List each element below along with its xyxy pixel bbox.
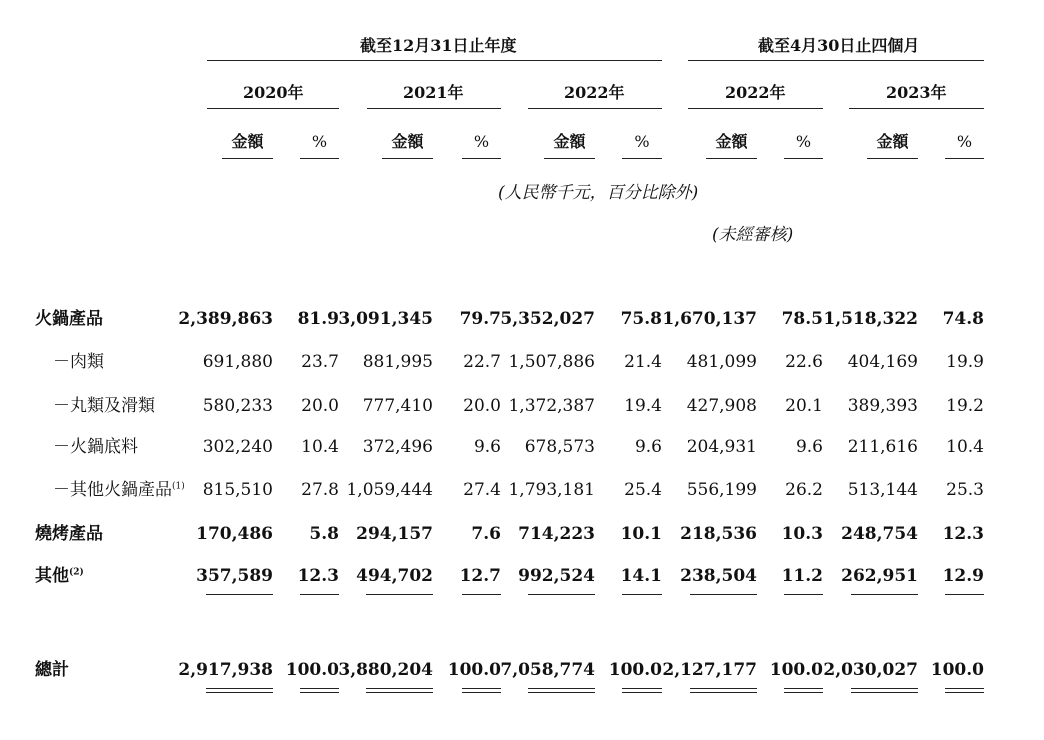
percent-cell: 27.4 xyxy=(463,480,501,500)
total-amount-cell: 2,127,177 xyxy=(662,660,757,680)
percent-cell: 10.1 xyxy=(620,524,662,544)
percent-cell: 75.8 xyxy=(620,309,662,329)
row-label-text: 其他 xyxy=(35,566,69,586)
percent-cell: 21.4 xyxy=(624,352,662,372)
amount-header-rule xyxy=(706,158,757,159)
amount-header: 金額 xyxy=(876,132,909,151)
subtotal-rule xyxy=(784,594,823,595)
row-label xyxy=(53,398,155,415)
percent-header: % xyxy=(956,132,973,151)
subtotal-rule xyxy=(690,594,757,595)
total-double-rule xyxy=(462,688,501,693)
total-amount-cell: 2,030,027 xyxy=(823,660,918,680)
amount-cell: 556,199 xyxy=(686,480,757,500)
amount-cell: 248,754 xyxy=(841,524,918,544)
subtotal-rule xyxy=(945,594,984,595)
row-label-text: －肉類 xyxy=(53,352,104,372)
period-header-year: 截至12月31日止年度 xyxy=(360,36,517,55)
percent-header-rule xyxy=(462,158,501,159)
percent-cell: 20.0 xyxy=(463,396,501,416)
percent-cell: 12.3 xyxy=(297,566,339,586)
total-double-rule xyxy=(784,688,823,693)
percent-header-rule xyxy=(300,158,339,159)
year-header: 2022年 xyxy=(725,83,786,102)
total-percent-cell: 100.0 xyxy=(285,660,339,680)
row-label xyxy=(53,439,138,456)
percent-header: % xyxy=(473,132,490,151)
row-label xyxy=(35,568,84,585)
amount-header-rule xyxy=(544,158,595,159)
amount-cell: 389,393 xyxy=(847,396,918,416)
amount-cell: 691,880 xyxy=(202,352,273,372)
footnote-marker: (1) xyxy=(172,481,185,492)
percent-cell: 19.9 xyxy=(946,352,984,372)
percent-cell: 10.3 xyxy=(781,524,823,544)
percent-cell: 25.3 xyxy=(946,480,984,500)
amount-cell: 1,059,444 xyxy=(346,480,433,500)
percent-cell: 22.6 xyxy=(785,352,823,372)
percent-header-rule xyxy=(945,158,984,159)
percent-cell: 20.0 xyxy=(301,396,339,416)
amount-header-rule xyxy=(382,158,433,159)
percent-cell: 26.2 xyxy=(785,480,823,500)
percent-cell: 19.4 xyxy=(624,396,662,416)
percent-cell: 81.9 xyxy=(297,309,339,329)
amount-cell: 580,233 xyxy=(202,396,273,416)
period-header-four-months: 截至4月30日止四個月 xyxy=(758,36,920,55)
total-amount-cell: 7,058,774 xyxy=(500,660,595,680)
amount-cell: 1,372,387 xyxy=(508,396,595,416)
amount-cell: 881,995 xyxy=(362,352,433,372)
total-label: 總計 xyxy=(35,660,69,680)
amount-cell: 294,157 xyxy=(356,524,433,544)
amount-cell: 302,240 xyxy=(202,437,273,457)
year-header: 2020年 xyxy=(243,83,304,102)
amount-header-rule xyxy=(222,158,273,159)
subtotal-rule xyxy=(528,594,595,595)
amount-cell: 427,908 xyxy=(686,396,757,416)
total-double-rule xyxy=(851,688,918,693)
percent-header-rule xyxy=(622,158,662,159)
amount-cell: 204,931 xyxy=(686,437,757,457)
total-percent-cell: 100.0 xyxy=(769,660,823,680)
amount-cell: 494,702 xyxy=(356,566,433,586)
percent-cell: 79.7 xyxy=(459,309,501,329)
percent-cell: 20.1 xyxy=(785,396,823,416)
row-label xyxy=(35,311,103,328)
subtotal-rule xyxy=(462,594,501,595)
year-rule xyxy=(367,108,501,109)
year-header: 2022年 xyxy=(564,83,625,102)
total-amount-cell: 2,917,938 xyxy=(178,660,273,680)
year-header: 2021年 xyxy=(403,83,464,102)
total-double-rule xyxy=(366,688,433,693)
row-label-text: －火鍋底料 xyxy=(53,437,138,457)
subtotal-rule xyxy=(300,594,339,595)
period-rule-four-months xyxy=(688,60,984,61)
row-label-text: －丸類及滑類 xyxy=(53,396,155,416)
subtotal-rule xyxy=(622,594,662,595)
total-percent-cell: 100.0 xyxy=(930,660,984,680)
period-rule-year xyxy=(207,60,662,61)
amount-cell: 992,524 xyxy=(518,566,595,586)
percent-cell: 12.7 xyxy=(459,566,501,586)
footnote-marker: (2) xyxy=(69,567,84,578)
percent-cell: 12.3 xyxy=(942,524,984,544)
amount-cell: 2,389,863 xyxy=(178,309,273,329)
percent-header-rule xyxy=(784,158,823,159)
percent-cell: 12.9 xyxy=(942,566,984,586)
percent-cell: 14.1 xyxy=(620,566,662,586)
percent-cell: 9.6 xyxy=(795,437,823,457)
subtotal-rule xyxy=(851,594,918,595)
amount-cell: 1,518,322 xyxy=(823,309,918,329)
total-double-rule xyxy=(206,688,273,693)
total-amount-cell: 3,880,204 xyxy=(338,660,433,680)
row-label xyxy=(53,354,104,371)
percent-cell: 11.2 xyxy=(781,566,823,586)
percent-cell: 7.6 xyxy=(471,524,501,544)
row-label-text: －其他火鍋產品 xyxy=(53,480,172,500)
percent-cell: 25.4 xyxy=(624,480,662,500)
amount-header: 金額 xyxy=(391,132,424,151)
amount-cell: 3,091,345 xyxy=(338,309,433,329)
percent-cell: 27.8 xyxy=(301,480,339,500)
year-rule xyxy=(849,108,984,109)
year-header: 2023年 xyxy=(886,83,947,102)
amount-cell: 1,793,181 xyxy=(508,480,595,500)
total-double-rule xyxy=(945,688,984,693)
amount-cell: 404,169 xyxy=(847,352,918,372)
percent-header: % xyxy=(634,132,650,151)
amount-header: 金額 xyxy=(715,132,748,151)
total-percent-cell: 100.0 xyxy=(608,660,662,680)
percent-header: % xyxy=(311,132,328,151)
percent-cell: 19.2 xyxy=(946,396,984,416)
percent-cell: 78.5 xyxy=(781,309,823,329)
amount-header: 金額 xyxy=(553,132,586,151)
percent-cell: 9.6 xyxy=(473,437,501,457)
year-rule xyxy=(688,108,823,109)
amount-cell: 357,589 xyxy=(196,566,273,586)
total-percent-cell: 100.0 xyxy=(447,660,501,680)
percent-cell: 10.4 xyxy=(301,437,339,457)
amount-cell: 262,951 xyxy=(841,566,918,586)
amount-cell: 678,573 xyxy=(524,437,595,457)
amount-cell: 1,507,886 xyxy=(508,352,595,372)
unaudited-note: (未經審核) xyxy=(712,225,794,245)
row-label xyxy=(35,526,103,543)
percent-cell: 22.7 xyxy=(463,352,501,372)
row-label-text: 火鍋產品 xyxy=(35,309,103,329)
percent-cell: 5.8 xyxy=(309,524,339,544)
percent-cell: 10.4 xyxy=(946,437,984,457)
amount-header-rule xyxy=(867,158,918,159)
subtotal-rule xyxy=(366,594,433,595)
amount-cell: 714,223 xyxy=(518,524,595,544)
amount-cell: 481,099 xyxy=(686,352,757,372)
amount-cell: 218,536 xyxy=(680,524,757,544)
percent-cell: 23.7 xyxy=(301,352,339,372)
amount-cell: 513,144 xyxy=(847,480,918,500)
amount-cell: 777,410 xyxy=(362,396,433,416)
amount-cell: 1,670,137 xyxy=(662,309,757,329)
total-double-rule xyxy=(690,688,757,693)
subtotal-rule xyxy=(206,594,273,595)
amount-cell: 372,496 xyxy=(362,437,433,457)
total-double-rule xyxy=(528,688,595,693)
row-label-text: 燒烤產品 xyxy=(35,524,103,544)
percent-cell: 74.8 xyxy=(942,309,984,329)
percent-header: % xyxy=(795,132,812,151)
percent-cell: 9.6 xyxy=(634,437,662,457)
amount-cell: 815,510 xyxy=(202,480,273,500)
total-double-rule xyxy=(622,688,662,693)
amount-cell: 238,504 xyxy=(680,566,757,586)
total-double-rule xyxy=(300,688,339,693)
amount-cell: 170,486 xyxy=(196,524,273,544)
amount-cell: 211,616 xyxy=(847,437,918,457)
amount-header: 金額 xyxy=(231,132,264,151)
year-rule xyxy=(207,108,339,109)
year-rule xyxy=(528,108,662,109)
units-note: (人民幣千元，百分比除外) xyxy=(498,183,699,203)
amount-cell: 5,352,027 xyxy=(500,309,595,329)
